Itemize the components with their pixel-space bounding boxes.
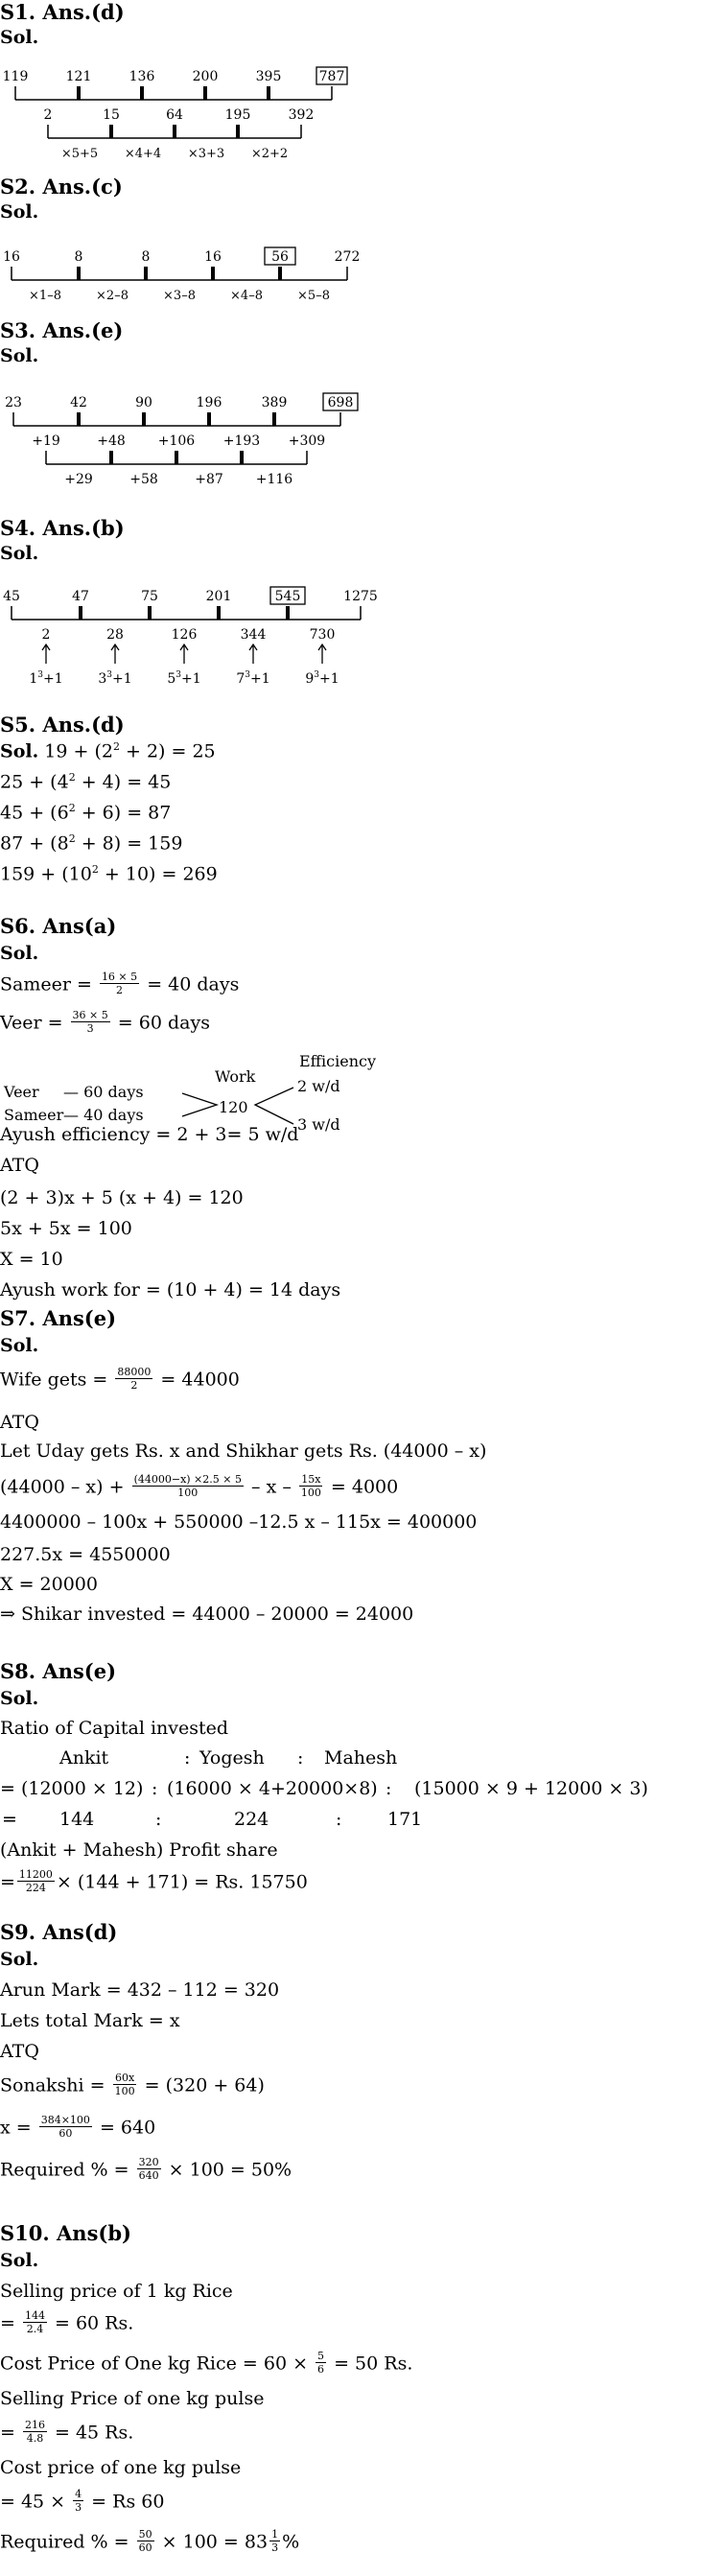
s3-diff2-2: +58 (129, 472, 158, 487)
s4-title: S4. Ans.(b) (0, 516, 125, 540)
s4-power-2: 3 (106, 670, 113, 680)
s10-eq1: = $\frac{144}{2.4}$ = 60 Rs. (0, 2309, 134, 2335)
s7-equation: (44000 – x) + $\frac{(44000-x) \times 2.5 \times 5}{100}$ – x – $\frac{15x}{100}$ = 4000 (0, 1473, 399, 1499)
s1-top-2: 121 (65, 69, 92, 84)
s8-ratio: Ratio of Capital invested (0, 1718, 229, 1739)
s4-mid-5: 730 (309, 627, 336, 643)
s2-op-3: ×3–8 (163, 289, 196, 303)
s6-sameer-days: — 40 days (63, 1106, 144, 1124)
s5-sol: Sol. (0, 740, 39, 762)
s9-line-2: Lets total Mark = x (0, 2010, 180, 2031)
s9-sol: Sol. (0, 1949, 39, 1970)
s2-op-1: ×1–8 (29, 289, 61, 303)
svg-text:33+1 (98, 670, 131, 687)
s9-title: S9. Ans(d) (0, 1920, 118, 1944)
s6-sameer-line: Sameer = $\frac{16 \times 5}{2}$ = 40 days (0, 971, 240, 996)
s6-line-3: (2 + 3)x + 5 (x + 4) = 120 (0, 1187, 244, 1208)
svg-text:93+1 (305, 670, 339, 687)
s6-line-2: ATQ (0, 1155, 39, 1176)
s2-sol: Sol. (0, 201, 39, 222)
s1-mid-2: 15 (103, 107, 120, 123)
s8-calc-ankit: = (12000 × 12) (0, 1778, 144, 1799)
s3-diff1-2: +48 (97, 433, 126, 449)
s6-veer-line: Veer = $\frac{36 \times 5}{3}$ = 60 days (0, 1009, 210, 1035)
s4-power-1: 3 (37, 670, 44, 680)
s6-work-total: 120 (219, 1098, 248, 1116)
s8-val-eq: = (2, 1809, 17, 1830)
s2-top-4: 16 (204, 249, 222, 265)
s8-calc-yogesh: (16000 × 4+20000×8) (167, 1778, 378, 1799)
s1-top-1: 119 (2, 69, 29, 84)
s4-cube-labels (29, 670, 339, 687)
s4-suffix-1: +1 (43, 671, 63, 687)
s3-top-4: 196 (196, 395, 222, 410)
s1-op-1: ×5+5 (60, 147, 99, 161)
s6-work-diagram (0, 1047, 403, 1132)
s4-base-4: 7 (236, 671, 246, 687)
s7-atq: ATQ (0, 1412, 39, 1433)
s6-efficiency-label: Efficiency (299, 1052, 377, 1070)
s1-top-3: 136 (129, 69, 155, 84)
s4-top-3: 75 (141, 589, 158, 604)
s8-equation: = $\frac{11200}{224}$ × (144 + 171) = Rs. 15750 (0, 1868, 308, 1894)
s1-op-4: ×2+2 (250, 147, 289, 161)
s7-sol: Sol. (0, 1335, 39, 1356)
s9-sonakshi-line: Sonakshi = $\frac{60x}{100}$ = (320 + 64) (0, 2072, 265, 2097)
s4-base-5: 9 (305, 671, 315, 687)
s2-top-3: 8 (141, 249, 151, 265)
s3-diff1-4: +193 (222, 433, 261, 449)
s3-diff2-1: +29 (64, 472, 93, 487)
s9-x-line: x = $\frac{384\times 100}{60}$ = 640 (0, 2114, 156, 2140)
s8-share: (Ankit + Mahesh) Profit share (0, 1839, 278, 1861)
s4-base-2: 3 (98, 671, 107, 687)
s4-top-4: 201 (205, 589, 232, 604)
s5-title: S5. Ans.(d) (0, 713, 125, 737)
s5-line-1: Sol. $19 + (2^2 + 2) = 25$ (0, 740, 216, 762)
s6-eff-2: 3 w/d (297, 1115, 340, 1132)
s8-val-sep-2: : (336, 1809, 342, 1830)
s1-top-6: 787 (318, 69, 345, 84)
s8-title: S8. Ans(e) (0, 1659, 117, 1683)
s2-top-5: 56 (271, 249, 289, 265)
s3-title: S3. Ans.(e) (0, 318, 124, 342)
s1-top-5: 395 (255, 69, 282, 84)
s7-title: S7. Ans(e) (0, 1306, 117, 1330)
s8-calc-sep-2: : (386, 1778, 392, 1799)
s8-val-mahesh: 171 (387, 1809, 423, 1830)
s3-top-2: 42 (70, 395, 87, 410)
s3-diff1-5: +309 (288, 433, 326, 449)
s3-top-1: 23 (5, 395, 22, 410)
s1-mid-4: 195 (224, 107, 251, 123)
s4-power-3: 3 (175, 670, 182, 680)
s8-name-yogesh: Yogesh (199, 1747, 265, 1768)
s1-series-diagram (0, 65, 403, 169)
s10-sp-pulse: Selling Price of one kg pulse (0, 2388, 265, 2409)
s4-mid-3: 126 (171, 627, 198, 643)
s4-up-arrows (42, 644, 326, 664)
s6-veer-days: — 60 days (63, 1083, 144, 1101)
s4-suffix-4: +1 (250, 671, 270, 687)
s3-diff2-4: +116 (255, 472, 293, 487)
s8-val-ankit: 144 (59, 1809, 95, 1830)
s4-suffix-2: +1 (112, 671, 132, 687)
s6-work-label: Work (215, 1067, 256, 1086)
s1-mid-3: 64 (166, 107, 183, 123)
s8-val-yogesh: 224 (234, 1809, 269, 1830)
s6-eff-1: 2 w/d (297, 1077, 340, 1095)
s1-top-4: 200 (192, 69, 219, 84)
s7-let: Let Uday gets Rs. x and Shikhar gets Rs. (44000 – x) (0, 1440, 487, 1462)
svg-text:13+1 (29, 670, 62, 687)
s2-series-diagram (0, 246, 403, 311)
s8-calc-sep-1: : (152, 1778, 158, 1799)
s4-power-5: 3 (314, 670, 320, 680)
s4-top-6: 1275 (343, 589, 378, 604)
s4-suffix-3: +1 (181, 671, 201, 687)
s10-eq2: = $\frac{216}{4.8}$ = 45 Rs. (0, 2419, 134, 2445)
s6-veer-label: Veer (4, 1083, 39, 1101)
s10-sp-rice: Selling price of 1 kg Rice (0, 2281, 233, 2302)
s5-line-2: $25 + (4^2 + 4) = 45$ (0, 771, 172, 793)
s3-diff2-3: +87 (195, 472, 223, 487)
s10-required-line: Required % = $\frac{50}{60}$ × 100 = 83 $\frac{1}{3}$ % (0, 2528, 300, 2554)
s2-op-5: ×5–8 (297, 289, 330, 303)
s8-name-sep-2: : (297, 1747, 304, 1768)
s4-series-diagram (0, 585, 403, 692)
svg-text:73+1 (236, 670, 269, 687)
s7-line-3: X = 20000 (0, 1574, 98, 1595)
s4-sol: Sol. (0, 543, 39, 564)
s2-top-1: 16 (3, 249, 20, 265)
s2-title: S2. Ans.(c) (0, 175, 123, 199)
s8-name-ankit: Ankit (59, 1747, 109, 1768)
s1-sol: Sol. (0, 27, 39, 48)
s7-line-4: ⇒ Shikar invested = 44000 – 20000 = 24000 (0, 1604, 414, 1625)
s2-top-2: 8 (74, 249, 83, 265)
s8-name-mahesh: Mahesh (324, 1747, 398, 1768)
s1-op-3: ×3+3 (187, 147, 225, 161)
s4-power-4: 3 (245, 670, 251, 680)
s3-diff1-3: +106 (157, 433, 196, 449)
s10-sol: Sol. (0, 2250, 39, 2271)
s4-top-5: 545 (274, 589, 301, 604)
s1-op-2: ×4+4 (124, 147, 162, 161)
s6-sol: Sol. (0, 943, 39, 964)
s4-base-3: 5 (167, 671, 176, 687)
s5-line-5: $159 + (10^2 + 10) = 269$ (0, 863, 218, 885)
s4-mid-4: 344 (240, 627, 267, 643)
s3-top-6: 698 (327, 395, 354, 410)
s7-line-1: 4400000 – 100x + 550000 –12.5 x – 115x = 400000 (0, 1511, 478, 1533)
s9-line-1: Arun Mark = 432 – 112 = 320 (0, 1979, 280, 2001)
s8-sol: Sol. (0, 1688, 39, 1709)
s4-base-1: 1 (29, 671, 38, 687)
s3-sol: Sol. (0, 345, 39, 366)
s10-title: S10. Ans(b) (0, 2221, 131, 2245)
s8-val-sep-1: : (155, 1809, 162, 1830)
s4-mid-2: 28 (106, 627, 124, 643)
s3-top-5: 389 (261, 395, 288, 410)
s6-line-6: Ayush work for = (10 + 4) = 14 days (0, 1279, 341, 1300)
s10-cp-rice: Cost Price of One kg Rice = 60 × $\frac{5}{6}$ = 50 Rs. (0, 2350, 413, 2376)
s6-line-4: 5x + 5x = 100 (0, 1218, 132, 1239)
s2-op-4: ×4–8 (230, 289, 263, 303)
s7-line-2: 227.5x = 4550000 (0, 1544, 171, 1565)
s4-suffix-5: +1 (319, 671, 339, 687)
s1-title: S1. Ans.(d) (0, 0, 125, 24)
s10-cp-pulse: Cost price of one kg pulse (0, 2457, 242, 2478)
s6-sameer-label: Sameer (4, 1106, 64, 1124)
s4-top-1: 45 (3, 589, 20, 604)
s9-required-line: Required % = $\frac{320}{640}$ × 100 = 50% (0, 2156, 292, 2182)
svg-text:53+1 (167, 670, 200, 687)
s9-line-3: ATQ (0, 2041, 39, 2062)
s3-series-diagram (0, 391, 403, 514)
s3-top-3: 90 (135, 395, 152, 410)
s4-mid-1: 2 (41, 627, 51, 643)
s5-line-3: $45 + (6^2 + 6) = 87$ (0, 802, 172, 824)
s4-top-2: 47 (72, 589, 89, 604)
s6-line-1: Ayush efficiency = 2 + 3= 5 w/d (0, 1124, 299, 1145)
s3-diff1-1: +19 (32, 433, 60, 449)
s8-name-sep-1: : (184, 1747, 191, 1768)
s1-mid-1: 2 (43, 107, 53, 123)
s2-top-6: 272 (334, 249, 361, 265)
s10-eq3: = 45 × $\frac{4}{3}$ = Rs 60 (0, 2488, 165, 2514)
s5-line-4: $87 + (8^2 + 8) = 159$ (0, 832, 183, 855)
s7-wife-line: Wife gets = $\frac{88000}{2}$ = 44000 (0, 1366, 240, 1392)
s6-title: S6. Ans(a) (0, 914, 117, 938)
s6-line-5: X = 10 (0, 1249, 63, 1270)
s2-op-2: ×2–8 (96, 289, 129, 303)
s8-calc-mahesh: (15000 × 9 + 12000 × 3) (414, 1778, 648, 1799)
s1-mid-5: 392 (288, 107, 315, 123)
